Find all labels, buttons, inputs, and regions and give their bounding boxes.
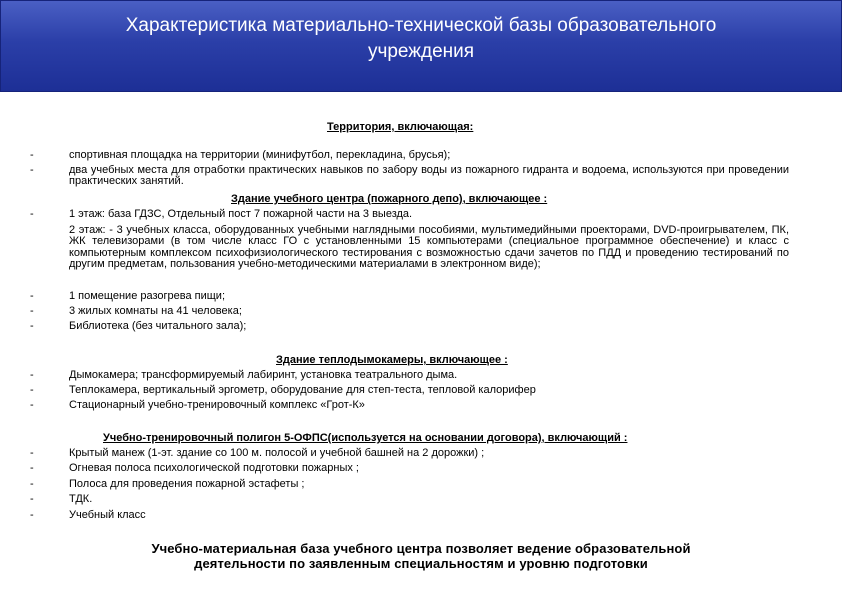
page-title-line-2: учреждения [367,41,475,62]
bullet-dash: - [30,462,34,474]
polygon-item-1: Крытый манеж (1-эт. здание со 100 м. полосой и учебной башней на 2 дорожки) ; [69,447,485,459]
polygon-heading: Учебно-тренировочный полигон 5-ОФПС(используется на основании договора), включающий : [103,432,628,444]
building-floor-1: 1 этаж: база ГДЗС, Отдельный пост 7 пожарной части на 3 выезда. [69,208,413,220]
page-title-line-1: Характеристика материально-технической базы образовательного [125,15,717,36]
conclusion-text [0,541,842,571]
building-heading: Здание учебного центра (пожарного депо), включающее : [231,193,548,205]
polygon-item-3: Полоса для проведения пожарной эстафеты ; [69,478,305,490]
bullet-dash: - [30,369,34,381]
smoke-item-1: Дымокамера; трансформируемый лабиринт, установка театрального дыма. [69,369,458,381]
territory-heading: Территория, включающая: [327,121,474,133]
bullet-dash: - [30,208,34,220]
territory-item-1: спортивная площадка на территории (минифутбол, перекладина, брусья); [69,149,451,161]
bullet-dash: - [30,164,34,176]
smoke-item-2: Теплокамера, вертикальный эргометр, оборудование для степ-теста, тепловой калорифер [69,384,536,396]
building-item-2: 3 жилых комнаты на 41 человека; [69,305,242,317]
polygon-item-5: Учебный класс [69,509,146,521]
building-item-1: 1 помещение разогрева пищи; [69,290,226,302]
conclusion-line-2: деятельности по заявленным специальностям и уровню подготовки [194,556,648,571]
bullet-dash: - [30,447,34,459]
bullet-dash: - [30,149,34,161]
polygon-item-2: Огневая полоса психологической подготовки пожарных ; [69,462,359,474]
building-floor-2: 2 этаж: - 3 учебных класса, оборудованных учебными наглядными пособиями, мультимедийными проекторами, DVD-проигрывателем, ПК, ЖК телевизорами (в том числе класс ГО с установленными 15 компьютерами (специальное программное обеспечение) и класс с компьютерным комплексом психофизиологического тестирования с возможностью сдачи зачетов по ПДД и проведению тестирований по другим предметам, пользования учебно-методическими материалами в электронном виде); [69,224,789,271]
territory-item-2: два учебных места для отработки практических навыков по забору воды из пожарного гидранта и водоема, используются при проведении практических занятий. [69,164,789,188]
bullet-dash: - [30,509,34,521]
bullet-dash: - [30,493,34,505]
smoke-chamber-heading: Здание теплодымокамеры, включающее : [276,354,508,366]
bullet-dash: - [30,320,34,332]
bullet-dash: - [30,384,34,396]
polygon-item-4: ТДК. [69,493,93,505]
building-item-3: Библиотека (без читального зала); [69,320,247,332]
bullet-dash: - [30,399,34,411]
bullet-dash: - [30,290,34,302]
conclusion-line-1: Учебно-материальная база учебного центра позволяет ведение образовательной [151,541,691,556]
bullet-dash: - [30,305,34,317]
smoke-item-3: Стационарный учебно-тренировочный комплекс «Грот-К» [69,399,365,411]
bullet-dash: - [30,478,34,490]
